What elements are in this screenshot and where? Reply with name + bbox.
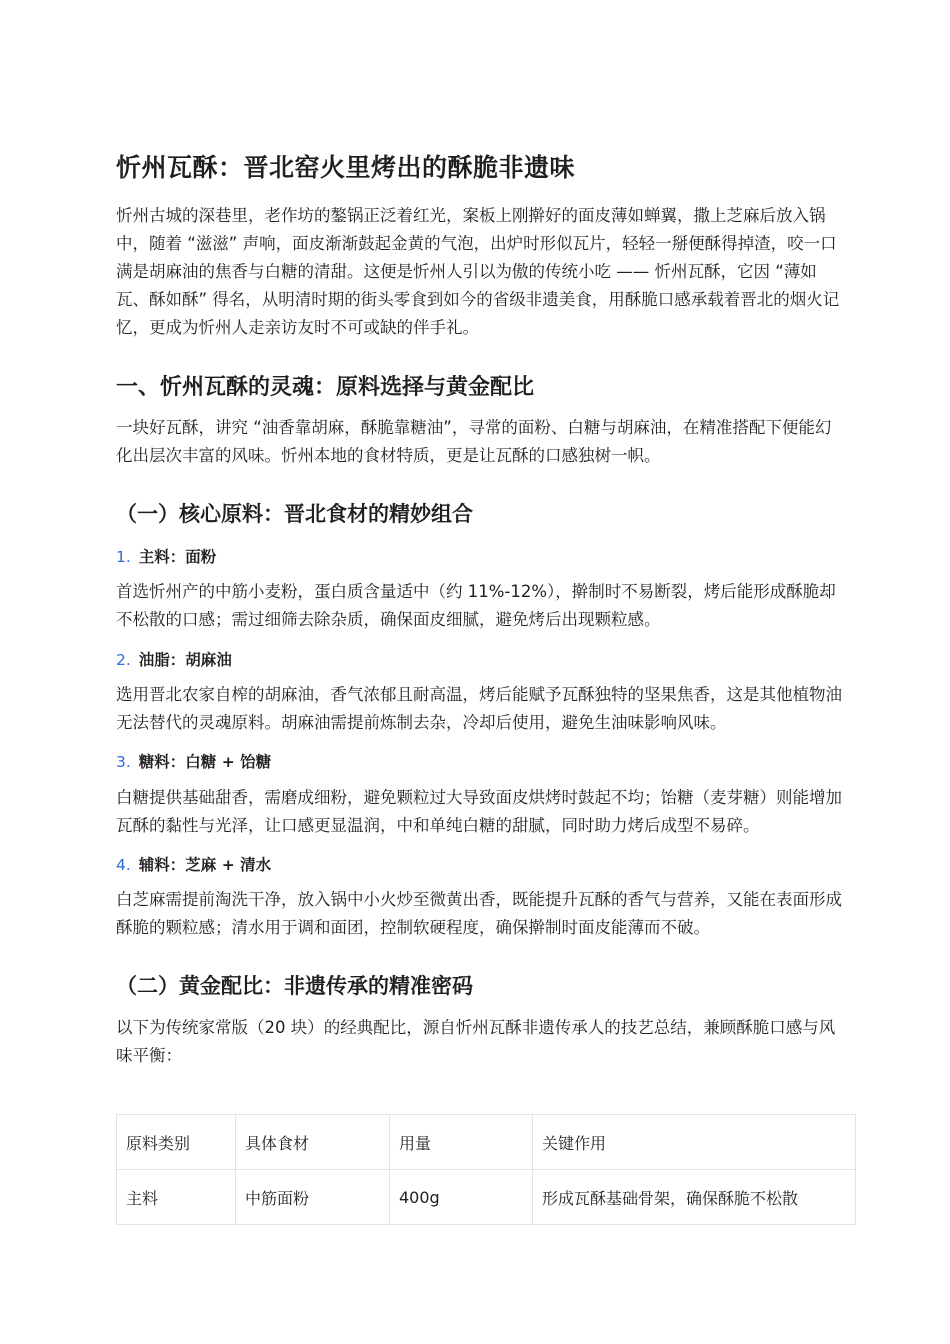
list-item-number: 4.	[116, 856, 131, 874]
list-item-label: 油脂：胡麻油	[138, 651, 232, 669]
section-1-heading: 一、忻州瓦酥的灵魂：原料选择与黄金配比	[116, 375, 535, 400]
list-item-text: 选用晋北农家自榨的胡麻油，香气浓郁且耐高温，烤后能赋予瓦酥独特的坚果焦香，这是其他植物油无法替代的灵魂原料。胡麻油需提前炼制去杂，冷却后使用，避免生油味影响风味。	[116, 685, 842, 732]
list-item-label: 糖料：白糖 + 饴糖	[138, 753, 272, 771]
page-title: 忻州瓦酥：晋北窑火里烤出的酥脆非遗味	[116, 153, 576, 182]
list-item-label: 主料：面粉	[138, 548, 217, 566]
list-item-text: 白芝麻需提前淘洗干净，放入锅中小火炒至微黄出香，既能提升瓦酥的香气与营养，又能在表面形成酥脆的颗粒感；清水用于调和面团，控制软硬程度，确保擀制时面皮能薄而不破。	[116, 890, 842, 937]
table-cell: 形成瓦酥基础骨架，确保酥脆不松散	[533, 1170, 856, 1225]
list-item-title	[116, 750, 271, 772]
table-cell: 中筋面粉	[236, 1170, 390, 1225]
list-item-number: 2.	[116, 651, 131, 669]
table-header-cell: 具体食材	[236, 1115, 390, 1170]
table-header-cell: 用量	[390, 1115, 533, 1170]
table-header-cell: 原料类别	[117, 1115, 236, 1170]
list-item-text: 白糖提供基础甜香，需磨成细粉，避免颗粒过大导致面皮烘烤时鼓起不均；饴糖（麦芽糖）则能增加瓦酥的黏性与光泽，让口感更显温润，中和单纯白糖的甜腻，同时助力烤后成型不易碎。	[116, 788, 842, 835]
table-row	[117, 1170, 856, 1225]
list-item-number: 3.	[116, 753, 131, 771]
table-header-row	[117, 1115, 856, 1170]
intro-paragraph: 忻州古城的深巷里，老作坊的鏊锅正泛着红光，案板上刚擀好的面皮薄如蝉翼，撒上芝麻后放入锅中，随着 “滋滋” 声响，面皮渐渐鼓起金黄的气泡，出炉时形似瓦片，轻轻一掰便酥得掉渣，咬一口满是胡麻油的焦香与白糖的清甜。这便是忻州人引以为傲的传统小吃 —— 忻州瓦酥，它因 “薄如瓦、酥如酥” 得名，从明清时期的街头零食到如今的省级非遗美食，用酥脆口感承载着晋北的烟火记忆，更成为忻州人走亲访友时不可或缺的伴手礼。	[116, 206, 840, 337]
ingredient-table	[116, 1114, 856, 1225]
section-1-paragraph: 一块好瓦酥，讲究 “油香靠胡麻，酥脆靠糖油”，寻常的面粉、白糖与胡麻油，在精准搭配下便能幻化出层次丰富的风味。忻州本地的食材特质，更是让瓦酥的口感独树一帜。	[116, 418, 832, 465]
subsection-1-heading: （一）核心原料：晋北食材的精妙组合	[116, 502, 473, 526]
table-header-cell: 关键作用	[533, 1115, 856, 1170]
list-item-title	[116, 545, 216, 567]
list-item-title	[116, 853, 271, 875]
list-item-title	[116, 648, 232, 670]
list-item-label: 辅料：芝麻 + 清水	[138, 856, 272, 874]
subsection-2-heading: （二）黄金配比：非遗传承的精准密码	[116, 974, 473, 998]
table-cell: 主料	[117, 1170, 236, 1225]
subsection-2-paragraph: 以下为传统家常版（20 块）的经典配比，源自忻州瓦酥非遗传承人的技艺总结，兼顾酥脆口感与风味平衡：	[116, 1018, 836, 1065]
list-item-number: 1.	[116, 548, 131, 566]
list-item-text: 首选忻州产的中筋小麦粉，蛋白质含量适中（约 11%-12%），擀制时不易断裂，烤后能形成酥脆却不松散的口感；需过细筛去除杂质，确保面皮细腻，避免烤后出现颗粒感。	[116, 582, 836, 629]
table-cell: 400g	[390, 1170, 533, 1225]
